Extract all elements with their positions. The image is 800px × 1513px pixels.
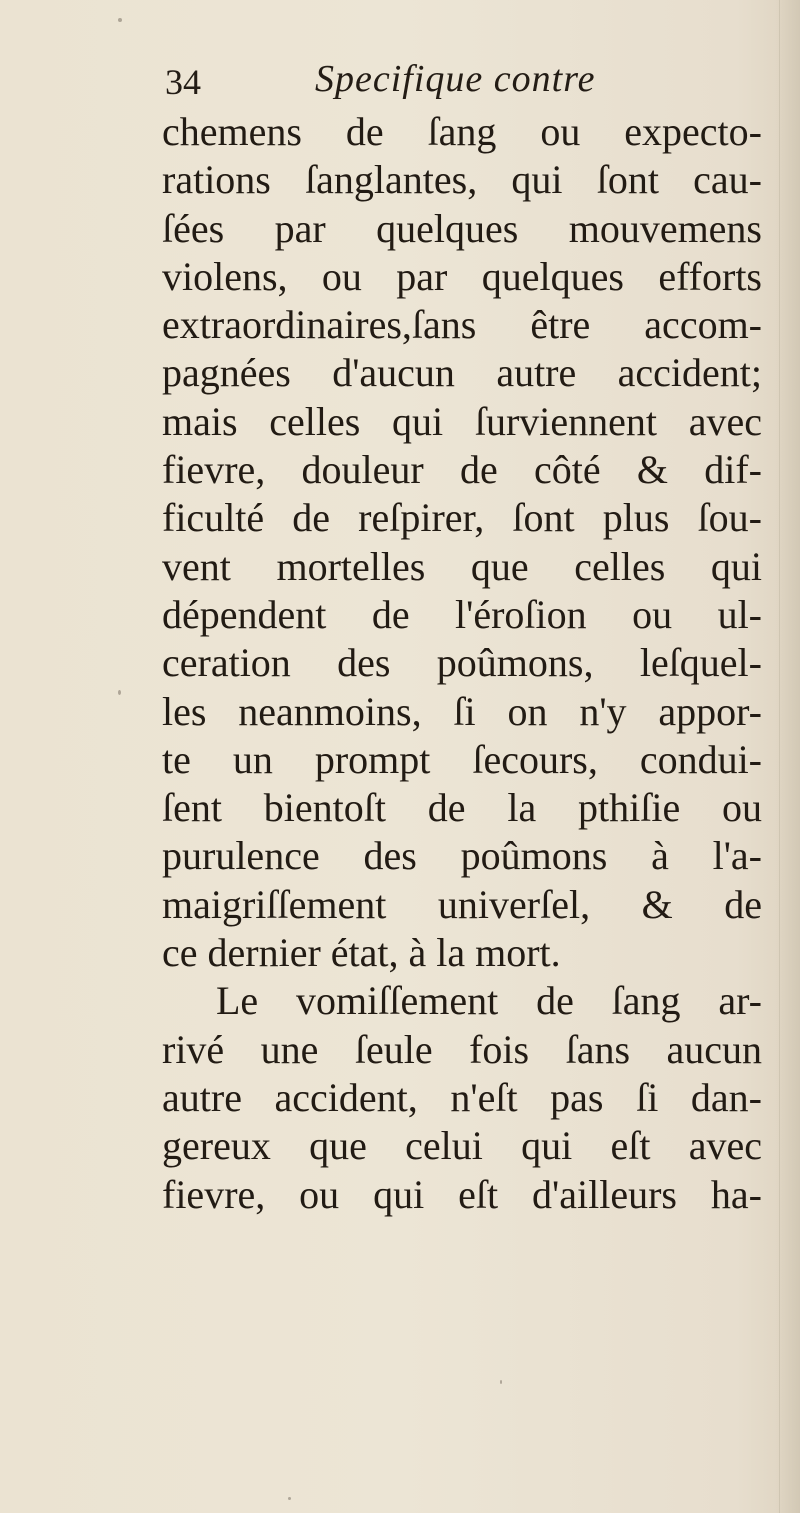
paper-speck	[288, 1497, 291, 1500]
page-edge-line	[779, 0, 780, 1513]
text-line: vent mortelles que celles qui	[162, 543, 762, 589]
text-line: rivé une ſeule fois ſans aucun	[162, 1026, 762, 1072]
text-line: ſent bientoſt de la pthiſie ou	[162, 785, 762, 831]
text-line: rations ſanglantes, qui ſont cau-	[162, 157, 762, 203]
text-line: dépendent de l'éroſion ou ul-	[162, 591, 762, 637]
text-line: violens, ou par quelques efforts	[162, 253, 762, 299]
text-line: te un prompt ſecours, condui-	[162, 736, 762, 782]
paper-speck	[118, 18, 122, 22]
text-line: maigriſſement univerſel, & de	[162, 881, 762, 927]
text-line: autre accident, n'eſt pas ſi dan-	[162, 1074, 762, 1120]
text-line: fievre, ou qui eſt d'ailleurs ha-	[162, 1171, 762, 1217]
running-title: Specifique contre	[315, 58, 596, 100]
text-line: purulence des poûmons à l'a-	[162, 833, 762, 879]
text-line: mais celles qui ſurviennent avec	[162, 398, 762, 444]
text-line: extraordinaires,ſans être accom-	[162, 302, 762, 348]
text-line: les neanmoins, ſi on n'y appor-	[162, 688, 762, 734]
paper-speck	[118, 690, 121, 695]
text-line: gereux que celui qui eſt avec	[162, 1123, 762, 1169]
body-text	[162, 108, 762, 1219]
page-number: 34	[165, 62, 201, 102]
text-line: fievre, douleur de côté & dif-	[162, 447, 762, 493]
text-line: ficulté de reſpirer, ſont plus ſou-	[162, 495, 762, 541]
paper-speck	[500, 1380, 502, 1384]
text-line: chemens de ſang ou expecto-	[162, 109, 762, 154]
text-line: ce dernier état, à la mort.	[162, 930, 561, 976]
text-line: ceration des poûmons, leſquel-	[162, 640, 762, 686]
page-header	[165, 55, 765, 115]
text-line: pagnées d'aucun autre accident;	[162, 350, 762, 396]
text-line: ſées par quelques mouvemens	[162, 205, 762, 251]
text-line-paragraph-start: Le vomiſſement de ſang ar-	[216, 978, 762, 1024]
